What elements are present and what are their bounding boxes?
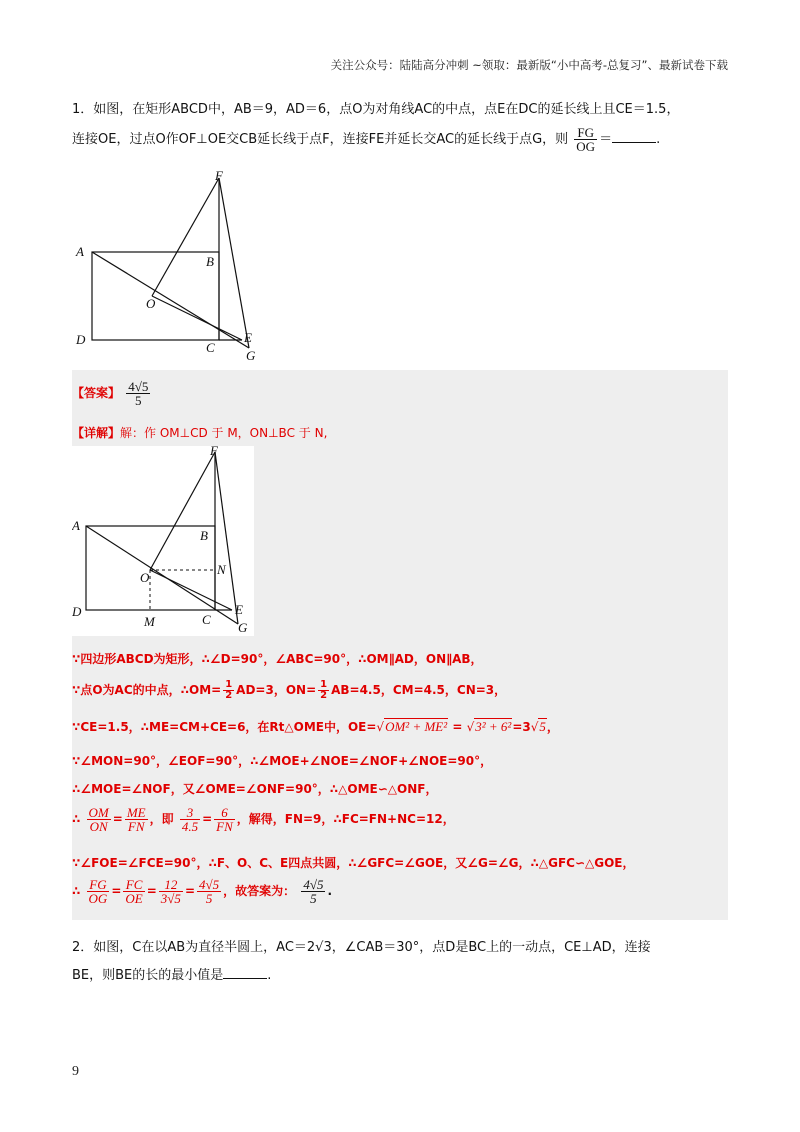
detail-line: [72, 424, 327, 441]
fig2-label-e: E: [235, 602, 243, 617]
step-8-frac-12: [159, 878, 183, 905]
q2-answer-blank: [223, 966, 267, 979]
f-ans-den: 5: [310, 891, 317, 906]
step-5: ∴∠MOE=∠NOF，又∠OME=∠ONF=90°，∴△OME∽△ONF，: [72, 782, 438, 796]
f-fn-2: FN: [216, 819, 233, 834]
f-on: ON: [89, 819, 108, 834]
q1-line1: 1．如图，在矩形ABCD中，AB＝9，AD＝6，点O为对角线AC的中点，点E在DC的延长线上且CE＝1.5，: [72, 102, 680, 117]
step-7: ∵∠FOE=∠FCE=90°，∴F、O、C、E四点共圆，∴∠GFC=∠GOE，又∠G=∠G，∴△GFC∽△GOE，: [72, 856, 635, 870]
step-3-eq: =: [452, 720, 463, 734]
q1-frac-num: FG: [574, 126, 597, 140]
step-4: ∵∠MON=90°，∠EOF=90°，∴∠MOE+∠NOE=∠NOF+∠NOE=90°，: [72, 754, 493, 768]
q1-answer-blank: [612, 130, 656, 143]
step-3-tail: ，: [546, 720, 559, 734]
fig2-label-g: G: [238, 620, 248, 635]
f-3: 3: [180, 806, 200, 820]
step-6-frac-om-on: [87, 806, 111, 833]
step-3-radicand-1: OM² + ME²: [385, 719, 448, 734]
q1-fraction: [574, 126, 597, 153]
answer-den: 5: [135, 393, 142, 408]
q2-end: .: [267, 968, 272, 983]
answer-tag: 【答案】: [72, 386, 121, 400]
step-2-half-1: [223, 680, 234, 701]
half-num-1: 1: [225, 679, 233, 690]
rectangle-abcd: [92, 252, 219, 340]
f-fn: FN: [127, 819, 145, 834]
fig2-label-d: D: [72, 604, 82, 619]
step-8-frac-fg-og: [87, 878, 110, 905]
step-2-a: ∵点O为AC的中点，∴OM=: [72, 683, 222, 697]
step-6-frac-3-45: [180, 806, 200, 833]
figure-2: [72, 446, 254, 636]
q2-line2-text: BE，则BE的长的最小值是: [72, 968, 224, 983]
step-6-frac-6-fn: [214, 806, 235, 833]
q2-line1: 2．如图，C在以AB为直径半圆上，AC＝2√3，∠CAB＝30°，点D是BC上的一动点，CE⊥AD，连接: [72, 940, 651, 955]
fig2-label-a: A: [72, 518, 80, 533]
f-4-5: 4.5: [181, 819, 199, 834]
figure-1: [72, 170, 272, 365]
half-den-2: 2: [320, 690, 328, 701]
step-6-pre: ∴: [72, 812, 81, 826]
step-2-c: AB=4.5，CM=4.5，CN=3，: [331, 683, 507, 697]
f-og: OG: [88, 891, 108, 906]
fig1-label-b: B: [206, 254, 214, 269]
f-fc: FC: [123, 878, 144, 892]
answer-line: [72, 380, 152, 407]
fig2-label-o: O: [140, 570, 150, 585]
f-5: 5: [205, 891, 213, 906]
q1-frac-den: OG: [576, 139, 596, 154]
step-3-a: ∵CE=1.5，∴ME=CM+CE=6，在Rt△OME中，OE=: [72, 720, 377, 734]
fig1-label-g: G: [246, 348, 256, 363]
f-6: 6: [214, 806, 235, 820]
step-8-frac-fc-oe: [123, 878, 144, 905]
answer-fraction: [126, 380, 150, 407]
f-12: 12: [159, 878, 183, 892]
f-oe: OE: [125, 891, 143, 906]
fig2-label-b: B: [200, 528, 208, 543]
fig1-label-f: F: [215, 170, 223, 183]
step-1: ∵四边形ABCD为矩形，∴∠D=90°，∠ABC=90°，∴OM∥AD，ON∥AB，: [72, 652, 483, 666]
step-6-mid: ，即: [149, 812, 174, 826]
step-8-mid: ，故答案为：: [223, 884, 296, 898]
step-3-radicand-3: 5: [539, 719, 546, 734]
fig2-label-m: M: [144, 614, 155, 629]
step-6-frac-me-fn: [125, 806, 148, 833]
fig2-label-c: C: [202, 612, 211, 627]
step-8-end: .: [327, 884, 333, 898]
step-3-radicand-2: 3² + 6²: [475, 719, 512, 734]
half-den-1: 2: [225, 690, 233, 701]
detail-tag: 【详解】: [72, 426, 121, 440]
step-2-half-2: [318, 680, 329, 701]
step-8-pre: ∴: [72, 884, 81, 898]
q1-line2: [72, 126, 732, 153]
fig1-label-e: E: [244, 330, 252, 345]
f-3r5: 3√5: [160, 891, 181, 906]
step-8-frac-result: [197, 878, 221, 905]
fig1-label-c: C: [206, 340, 215, 355]
f-fg: FG: [87, 878, 110, 892]
q1-line2-text: 连接OE，过点O作OF⊥OE交CB延长线于点F，连接FE并延长交AC的延长线于点G，则: [72, 132, 569, 147]
step-3: ∵CE=1.5，∴ME=CM+CE=6，在Rt△OME中，OE=√OM² + ME² = √3² + 6²=3√5，: [72, 719, 559, 734]
step-3-end: =3: [512, 720, 531, 734]
page-header: 关注公众号：陆陆高分冲刺 ~领取：最新版“小中高考-总复习”、最新试卷下载: [330, 58, 728, 72]
f-om: OM: [88, 805, 109, 820]
f-4r5: 4√5: [199, 877, 220, 892]
detail-intro: 解：作 OM⊥CD 于 M，ON⊥BC 于 N,: [120, 426, 328, 440]
step-2-b: AD=3，ON=: [236, 683, 317, 697]
q2-line2: [72, 964, 732, 983]
answer-num: 4√5: [128, 379, 149, 394]
fig2-label-f: F: [210, 446, 218, 458]
fig1-label-d: D: [76, 332, 86, 347]
step-6-tail: ，解得，FN=9，∴FC=FN+NC=12，: [236, 812, 455, 826]
step-6: ∴ $\frac{OM}{ON}$ = $\frac{ME}{FN}$ ，即 $\frac{3}{4.5}$ = $\frac{6}{FN}$ ，解得，FN=9，∴FC=FN+NC=12，: [72, 805, 455, 834]
f-me: ME: [126, 805, 146, 820]
step-8-frac-answer: [301, 878, 325, 905]
q1-end: .: [656, 132, 661, 147]
f-ans-num: 4√5: [303, 877, 324, 892]
page-number: 9: [72, 1064, 79, 1079]
step-8: ∴ $\frac{FG}{OG}$ = $\frac{FC}{OE}$ = $\frac{12}{3√5}$ = $\frac{4√5}{5}$ ，故答案为： $\frac{4√5}{5}$ .: [72, 877, 333, 906]
q1-eq: ＝: [599, 132, 613, 147]
half-num-2: 1: [320, 679, 328, 690]
fig1-label-o: O: [146, 296, 156, 311]
fig1-label-a: A: [76, 244, 84, 259]
step-2: [72, 680, 506, 701]
fig2-label-n: N: [217, 562, 226, 577]
